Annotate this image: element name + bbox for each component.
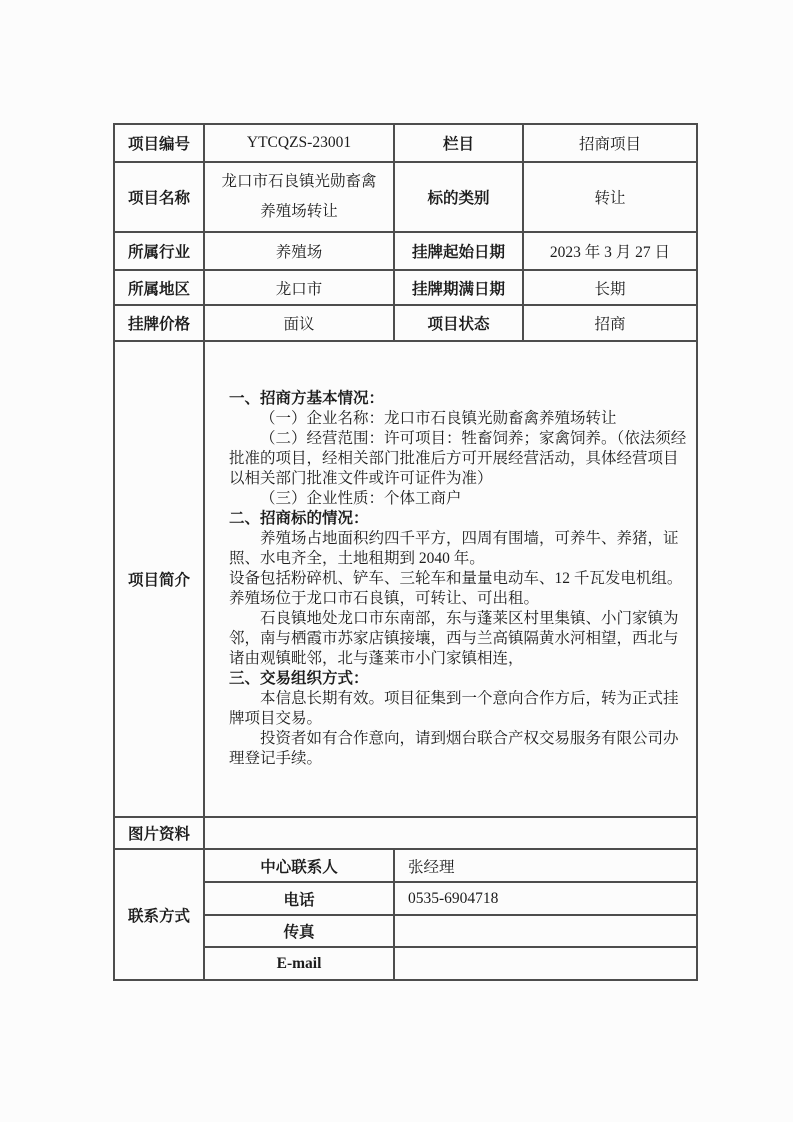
contact-person-value: 张经理 bbox=[394, 849, 697, 882]
desc-paragraph: 设备包括粉碎机、铲车、三轮车和量量电动车、12 千瓦发电机组。 bbox=[229, 570, 683, 587]
desc-paragraph: 石良镇地处龙口市东南部，东与蓬莱区村里集镇、小门家镇为邻，南与栖霞市苏家店镇接壤，西与兰高镇隔黄水河相望，西北与诸由观镇毗邻，北与蓬莱市小门家镇相连， bbox=[229, 610, 679, 667]
column-value: 招商项目 bbox=[523, 124, 697, 162]
desc-paragraph: 本信息长期有效。项目征集到一个意向合作方后，转为正式挂牌项目交易。 bbox=[229, 690, 679, 727]
contact-person-label: 中心联系人 bbox=[204, 849, 394, 882]
project-no-label: 项目编号 bbox=[114, 124, 204, 162]
desc-paragraph: （三）企业性质：个体工商户 bbox=[260, 490, 462, 507]
project-description-cell bbox=[204, 341, 697, 817]
listing-price-label: 挂牌价格 bbox=[114, 305, 204, 341]
industry-value: 养殖场 bbox=[204, 232, 394, 270]
fax-value bbox=[394, 915, 697, 947]
listing-price-value: 面议 bbox=[204, 305, 394, 341]
image-materials-value bbox=[204, 817, 697, 849]
listing-expiry-value: 长期 bbox=[523, 270, 697, 305]
region-label: 所属地区 bbox=[114, 270, 204, 305]
project-name-value: 龙口市石良镇光勋畜禽养殖场转让 bbox=[204, 162, 394, 232]
project-name-label: 项目名称 bbox=[114, 162, 204, 232]
table-row bbox=[114, 341, 697, 817]
project-status-label: 项目状态 bbox=[394, 305, 523, 341]
subject-type-value: 转让 bbox=[523, 162, 697, 232]
project-status-value: 招商 bbox=[523, 305, 697, 341]
email-label: E-mail bbox=[204, 947, 394, 980]
industry-label: 所属行业 bbox=[114, 232, 204, 270]
listing-expiry-label: 挂牌期满日期 bbox=[394, 270, 523, 305]
email-value bbox=[394, 947, 697, 980]
desc-section-heading: 三、交易组织方式： bbox=[229, 670, 369, 687]
fax-label: 传真 bbox=[204, 915, 394, 947]
desc-paragraph: 养殖场位于龙口市石良镇，可转让、可出租。 bbox=[229, 590, 540, 607]
table-row bbox=[114, 849, 697, 882]
desc-paragraph: 投资者如有合作意向，请到烟台联合产权交易服务有限公司办理登记手续。 bbox=[229, 730, 679, 767]
listing-start-date-value: 2023 年 3 月 27 日 bbox=[523, 232, 697, 270]
project-info-table bbox=[113, 123, 698, 981]
table-row bbox=[114, 124, 697, 162]
region-value: 龙口市 bbox=[204, 270, 394, 305]
image-materials-label: 图片资料 bbox=[114, 817, 204, 849]
table-row bbox=[114, 270, 697, 305]
table-row bbox=[114, 817, 697, 849]
listing-start-date-label: 挂牌起始日期 bbox=[394, 232, 523, 270]
desc-section-heading: 一、招商方基本情况： bbox=[229, 390, 385, 407]
desc-paragraph: （一）企业名称：龙口市石良镇光勋畜禽养殖场转让 bbox=[260, 410, 617, 427]
desc-section-heading: 二、招商标的情况： bbox=[229, 510, 369, 527]
phone-label: 电话 bbox=[204, 882, 394, 915]
table-row bbox=[114, 232, 697, 270]
table-row bbox=[114, 305, 697, 341]
desc-paragraph: 养殖场占地面积约四千平方，四周有围墙，可养牛、养猪，证照、水电齐全，土地租期到 2040 年。 bbox=[229, 530, 679, 567]
contact-section-label: 联系方式 bbox=[114, 849, 204, 980]
desc-paragraph: （二）经营范围：许可项目：牲畜饲养；家禽饲养。（依法须经批准的项目，经相关部门批准后方可开展经营活动，具体经营项目以相关部门批准文件或许可证件为准） bbox=[229, 430, 687, 487]
subject-type-label: 标的类别 bbox=[394, 162, 523, 232]
phone-value: 0535-6904718 bbox=[394, 882, 697, 915]
table-row bbox=[114, 162, 697, 232]
column-label: 栏目 bbox=[394, 124, 523, 162]
project-description-text bbox=[229, 389, 690, 769]
project-no-value: YTCQZS-23001 bbox=[204, 124, 394, 162]
project-description-label: 项目简介 bbox=[114, 341, 204, 817]
